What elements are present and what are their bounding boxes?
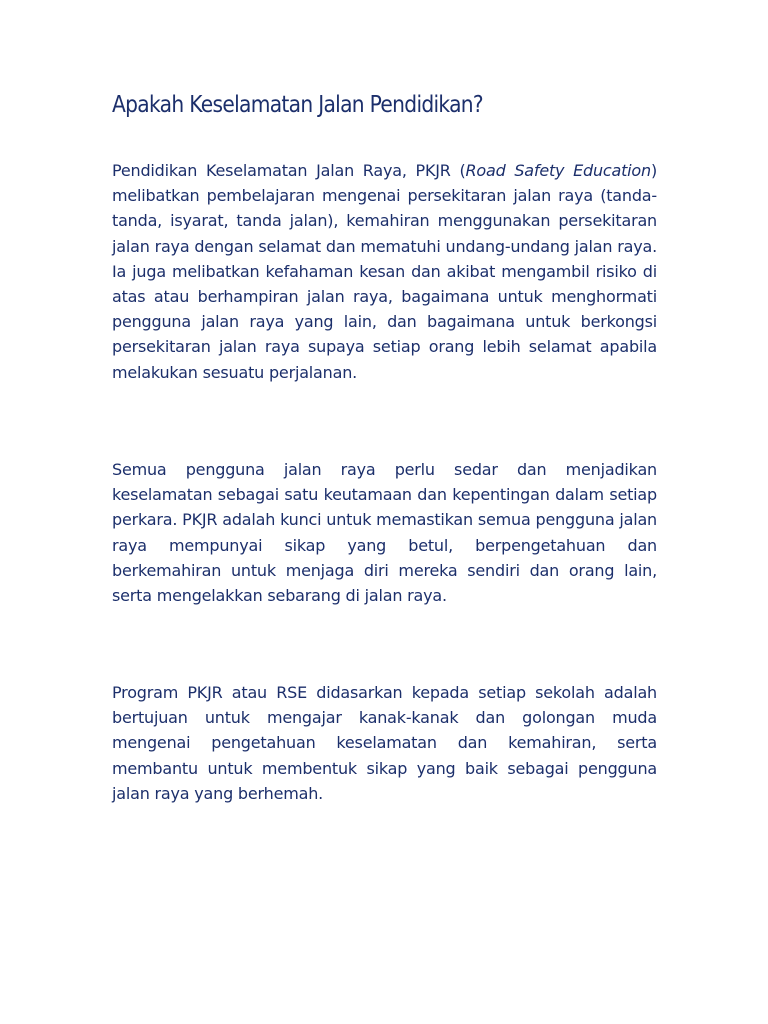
paragraph-3: Program PKJR atau RSE didasarkan kepada setiap sekolah adalah bertujuan untuk mengajar kanak-kanak dan golongan muda mengenai pengetahuan keselamatan dan kemahiran, serta membantu untuk membentuk sikap yang baik sebagai pengguna jalan raya yang berhemah. bbox=[112, 683, 657, 803]
paragraph-1-intro: Pendidikan Keselamatan Jalan Raya, PKJR ( bbox=[112, 161, 466, 180]
document-title: Apakah Keselamatan Jalan Pendidikan? bbox=[112, 92, 483, 118]
paragraph-1 bbox=[112, 158, 657, 385]
paragraph-1-italic-term: Road Safety Education bbox=[465, 161, 651, 180]
paragraph-1-body: ) melibatkan pembelajaran mengenai persekitaran jalan raya (tanda-tanda, isyarat, tanda jalan), kemahiran menggunakan persekitaran jalan raya dengan selamat dan mematuhi undang-undang jalan raya. Ia juga melibatkan kefahaman kesan dan akibat mengambil risiko di atas atau berhampiran jalan raya, bagaimana untuk menghormati pengguna jalan raya yang lain, dan bagaimana untuk berkongsi persekitaran jalan raya supaya setiap orang lebih selamat apabila melakukan sesuatu perjalanan. bbox=[112, 161, 657, 382]
paragraph-2: Semua pengguna jalan raya perlu sedar dan menjadikan keselamatan sebagai satu keutamaan dan kepentingan dalam setiap perkara. PKJR adalah kunci untuk memastikan semua pengguna jalan raya mempunyai sikap yang betul, berpengetahuan dan berkemahiran untuk menjaga diri mereka sendiri dan orang lain, serta mengelakkan sebarang di jalan raya. bbox=[112, 460, 657, 606]
